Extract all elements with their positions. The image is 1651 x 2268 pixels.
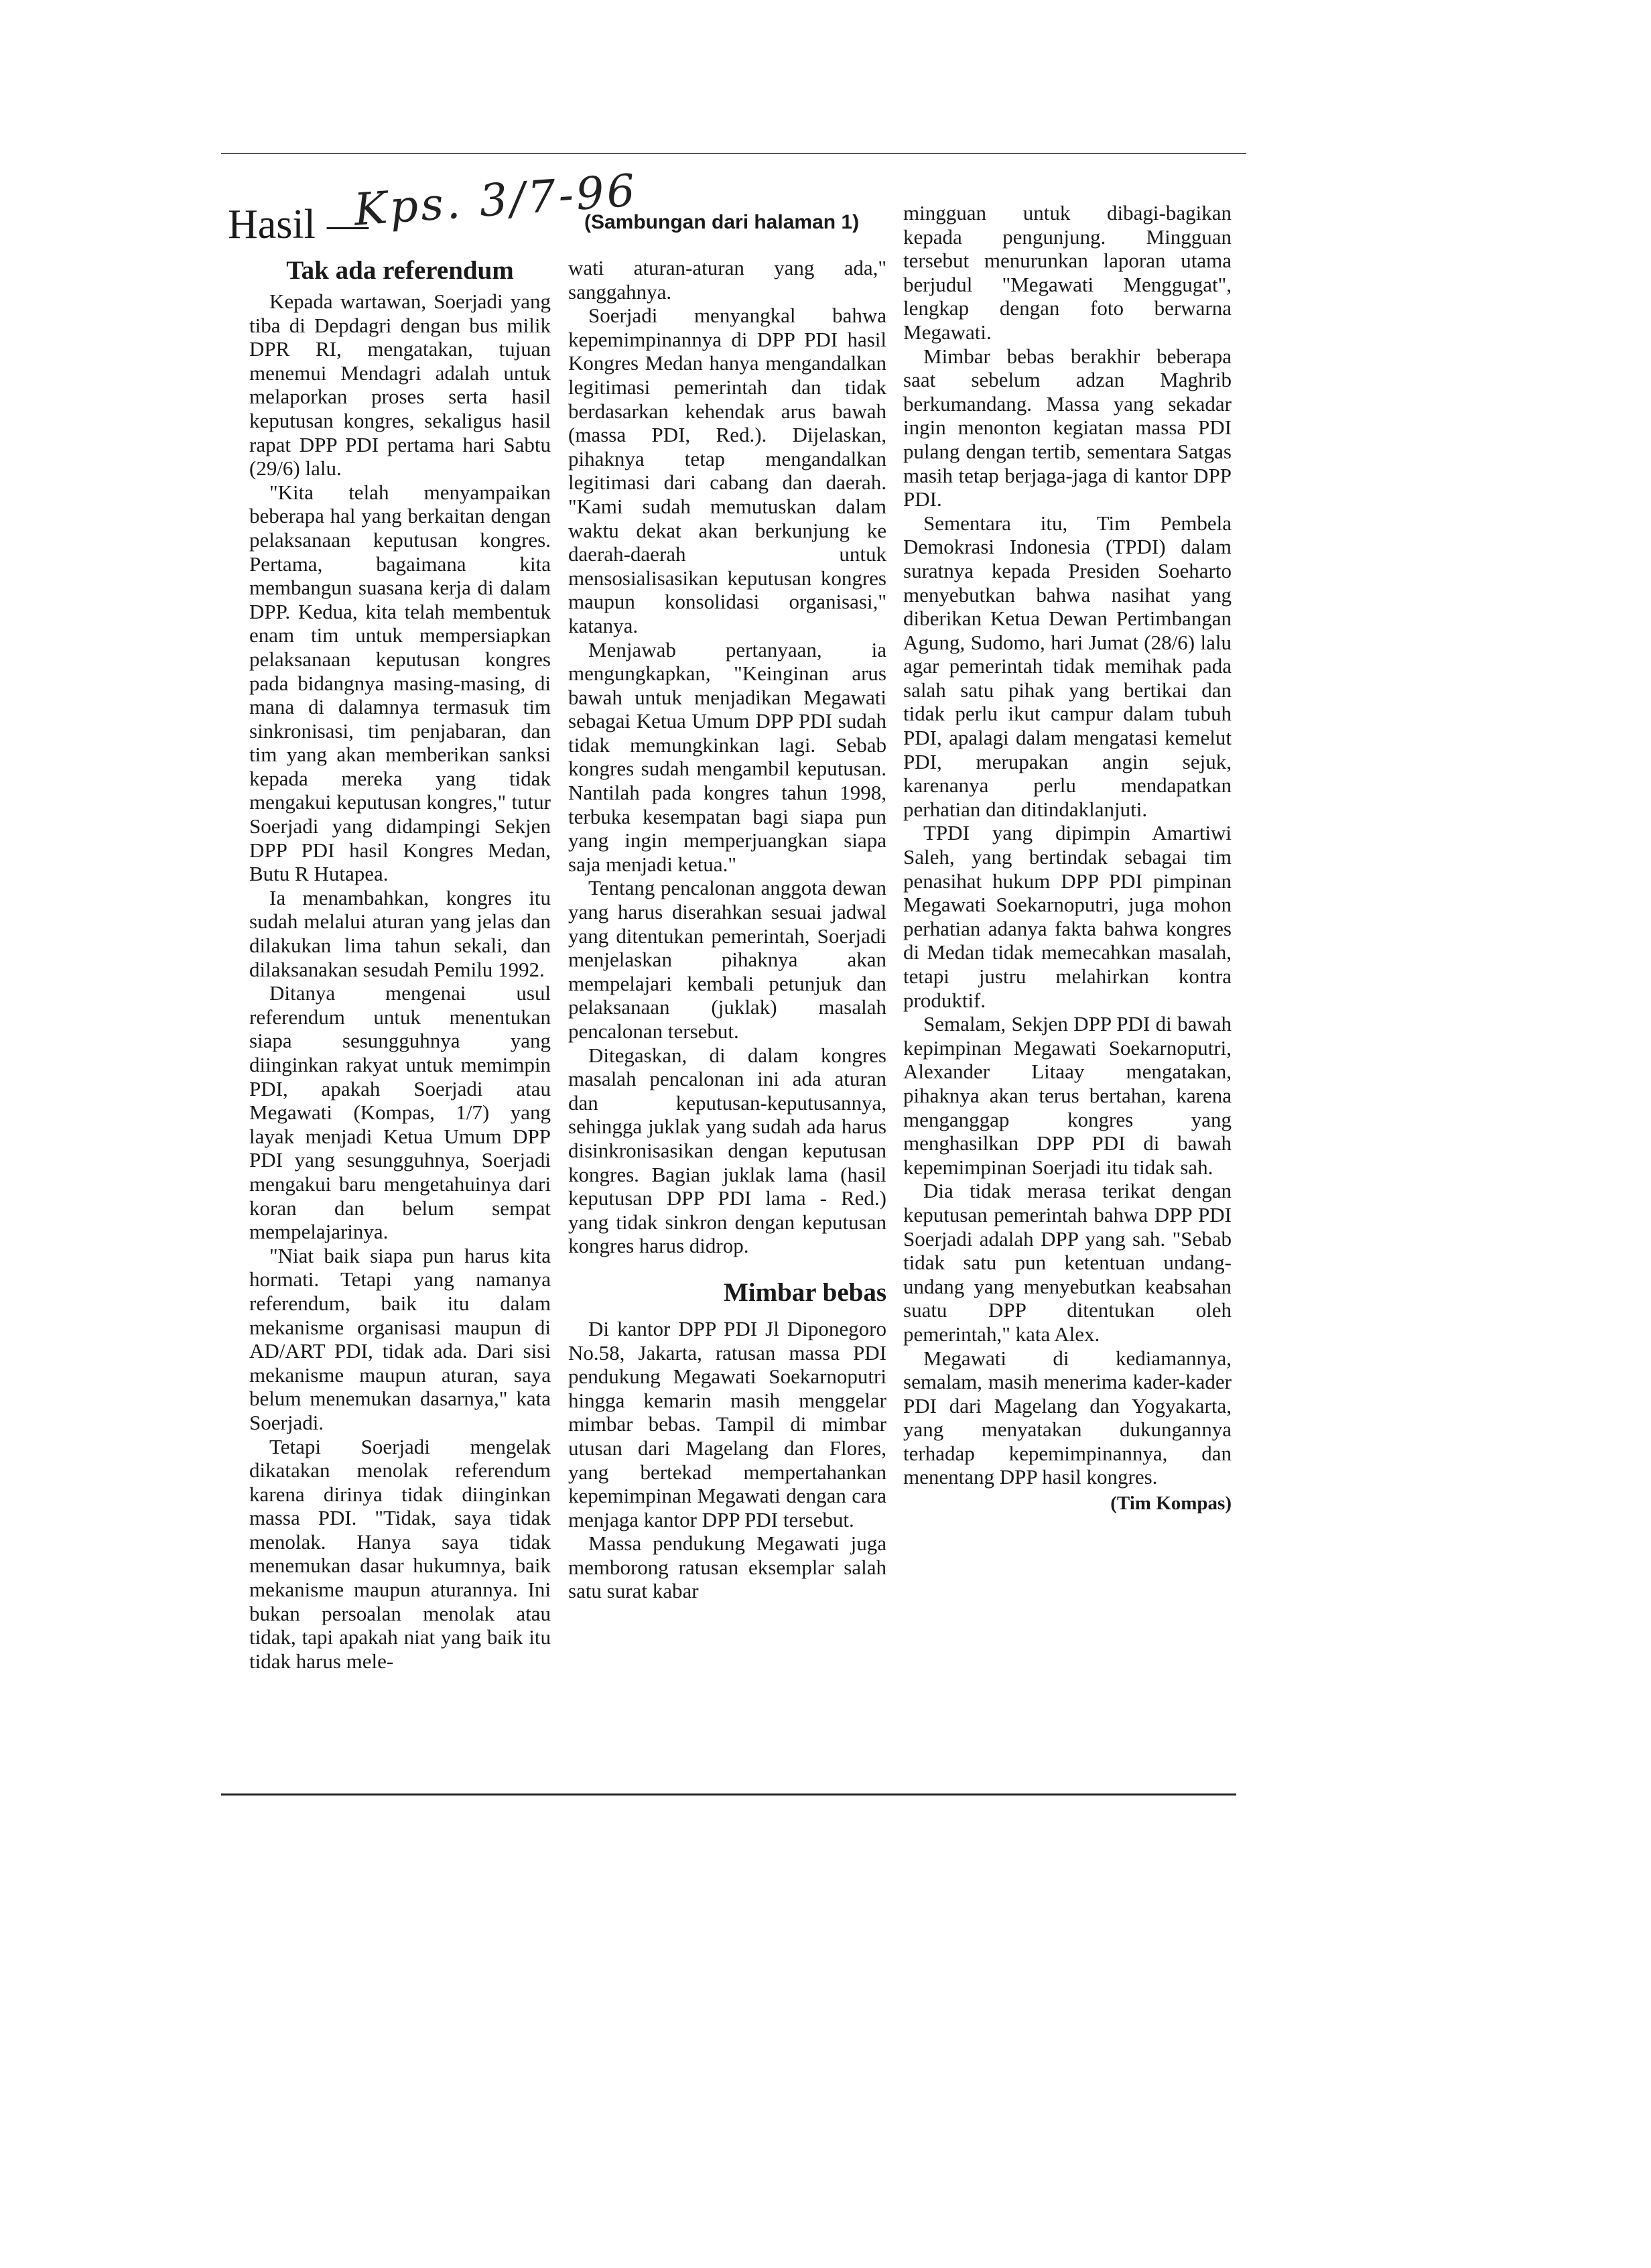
paragraph: TPDI yang dipimpin Amartiwi Saleh, yang bertindak sebagai tim penasihat hukum DPP PDI pimpinan Megawati Soekarnoputri, juga mohon perhatian adanya fakta bahwa kongres di Medan tidak memecahkan masalah, tetapi justru melahirkan kontra produktif. xyxy=(903,821,1232,1012)
paragraph: Tetapi Soerjadi mengelak dikatakan menolak referendum karena dirinya tidak diinginkan massa PDI. "Tidak, saya tidak menolak. Hanya saya tidak menemukan dasar hukumnya, baik mekanisme maupun aturannya. Ini bukan persoalan menolak atau tidak, tapi apakah niat yang baik itu tidak harus mele- xyxy=(249,1434,551,1673)
paragraph: Tentang pencalonan anggota dewan yang harus diserahkan sesuai jadwal yang ditentukan pemerintah, Soerjadi menjelaskan pihaknya akan mempelajari kembali petunjuk dan pelaksanaan (juklak) masalah pencalonan tersebut. xyxy=(568,876,886,1043)
paragraph: Semalam, Sekjen DPP PDI di bawah kepimpinan Megawati Soekarnoputri, Alexander Litaay mengatakan, pihaknya akan terus bertahan, karena menganggap kongres yang menghasilkan DPP PDI di bawah kepemimpinan Soerjadi itu tidak sah. xyxy=(903,1012,1232,1179)
paragraph: Menjawab pertanyaan, ia mengungkapkan, "Keinginan arus bawah untuk menjadikan Megawati sebagai Ketua Umum DPP PDI sudah tidak memungkinkan lagi. Sebab kongres sudah mengambil keputusan. Nantilah pada kongres tahun 1998, terbuka kesempatan bagi siapa pun yang ingin memperjuangkan siapa saja menjadi ketua." xyxy=(568,637,886,876)
paragraph: "Niat baik siapa pun harus kita hormati. Tetapi yang namanya referendum, baik itu dalam mekanisme organisasi maupun di AD/ART PDI, tidak ada. Dari sisi mekanisme maupun aturan, saya belum menemukan dasarnya," kata Soerjadi. xyxy=(249,1243,551,1434)
column-3 xyxy=(903,201,1232,1516)
paragraph: Ditegaskan, di dalam kongres masalah pencalonan ini ada aturan dan keputusan-keputusannya, sehingga juklak yang sudah ada harus disinkronisasikan dengan keputusan kongres. Bagian juklak lama (hasil keputusan DPP PDI lama - Red.) yang tidak sinkron dengan keputusan kongres harus didrop. xyxy=(568,1043,886,1258)
byline-credit: (Tim Kompas) xyxy=(1110,1493,1232,1515)
top-rule xyxy=(221,153,1246,154)
paragraph: Mimbar bebas berakhir beberapa saat sebelum adzan Maghrib berkumandang. Massa yang sekadar ingin menonton kegiatan massa PDI pulang dengan tertib, sementara Satgas masih tetap berjaga-jaga di kantor DPP PDI. xyxy=(903,344,1232,511)
paragraph: Kepada wartawan, Soerjadi yang tiba di Depdagri dengan bus milik DPR RI, mengatakan, tujuan menemui Mendagri adalah untuk melaporkan proses serta hasil keputusan kongres, sekaligus hasil rapat DPP PDI pertama hari Sabtu (29/6) lalu. xyxy=(249,290,551,481)
paragraph: Ditanya mengenai usul referendum untuk menentukan siapa sesungguhnya yang diinginkan rakyat untuk memimpin PDI, apakah Soerjadi atau Megawati (Kompas, 1/7) yang layak menjadi Ketua Umum DPP PDI yang sesungguhnya, Soerjadi mengakui baru mengetahuinya dari koran dan belum sempat mempelajarinya. xyxy=(249,981,551,1244)
column-2 xyxy=(568,256,886,1603)
paragraph: "Kita telah menyampaikan beberapa hal yang berkaitan dengan pelaksanaan keputusan kongres. Pertama, bagaimana kita membangun suasana kerja di dalam DPP. Kedua, kita telah membentuk enam tim untuk mempersiapkan pelaksanaan keputusan kongres pada bidangnya masing-masing, di mana di dalamnya termasuk tim sinkronisasi, tim penjabaran, dan tim yang akan memberikan sanksi kepada mereka yang tidak mengakui keputusan kongres," tutur Soerjadi yang didampingi Sekjen DPP PDI hasil Kongres Medan, Butu R Hutapea. xyxy=(249,480,551,886)
bottom-rule xyxy=(221,1793,1236,1796)
paragraph: wati aturan-aturan yang ada," sanggahnya. xyxy=(568,256,886,304)
paragraph: Di kantor DPP PDI Jl Diponegoro No.58, Jakarta, ratusan massa PDI pendukung Megawati Soekarnoputri hingga kemarin masih menggelar mimbar bebas. Tampil di mimbar utusan dari Magelang dan Flores, yang bertekad mempertahankan kepemimpinan Megawati dengan cara menjaga kantor DPP PDI tersebut. xyxy=(568,1316,886,1531)
subhead-tak-ada-referendum: Tak ada referendum xyxy=(286,256,514,285)
paragraph: Dia tidak merasa terikat dengan keputusan pemerintah bahwa DPP PDI Soerjadi adalah DPP yang sah. "Sebab tidak satu pun ketentuan undang-undang yang menyebutkan keabsahan suatu DPP ditentukan oleh pemerintah," kata Alex. xyxy=(903,1179,1232,1346)
subhead-mimbar-bebas: Mimbar bebas xyxy=(723,1277,886,1307)
article-title: Hasil xyxy=(228,202,316,247)
paragraph: Massa pendukung Megawati juga memborong ratusan eksemplar salah satu surat kabar xyxy=(568,1531,886,1603)
paragraph: Sementara itu, Tim Pembela Demokrasi Indonesia (TPDI) dalam suratnya kepada Presiden Soeharto menyebutkan bahwa nasihat yang diberikan Ketua Dewan Pertimbangan Agung, Sudomo, hari Jumat (28/6) lalu agar pemerintah tidak memihak pada salah satu pihak yang bertikai dan tidak perlu ikut campur dalam tubuh PDI, apalagi dalam mengatasi kemelut PDI, merupakan angin sejuk, karenanya perlu mendapatkan perhatian dan ditindaklanjuti. xyxy=(903,511,1232,821)
column-1 xyxy=(249,256,551,1673)
paragraph: Ia menambahkan, kongres itu sudah melalui aturan yang jelas dan dilakukan lima tahun sekali, dan dilaksanakan sesudah Pemilu 1992. xyxy=(249,885,551,981)
paragraph: Megawati di kediamannya, semalam, masih menerima kader-kader PDI dari Magelang dan Yogyakarta, yang menyatakan dukungannya terhadap kepemimpinannya, dan menentang DPP hasil kongres. xyxy=(903,1346,1232,1489)
paragraph: Soerjadi menyangkal bahwa kepemimpinannya di DPP PDI hasil Kongres Medan hanya mengandalkan legitimasi pemerintah dan tidak berdasarkan kehendak arus bawah (massa PDI, Red.). Dijelaskan, pihaknya tetap mengandalkan legitimasi dari cabang dan daerah. "Kami sudah memutuskan dalam waktu dekat akan berkunjung ke daerah-daerah untuk mensosialisasikan keputusan kongres maupun konsolidasi organisasi," katanya. xyxy=(568,304,886,637)
title-dash: — xyxy=(327,202,369,247)
paragraph: mingguan untuk dibagi-bagikan kepada pengunjung. Mingguan tersebut menurunkan laporan utama berjudul "Megawati Menggugat", lengkap dengan foto berwarna Megawati. xyxy=(903,201,1232,344)
handwritten-note: Kps. 3/7-96 xyxy=(352,164,640,236)
continuation-note: (Sambungan dari halaman 1) xyxy=(584,211,860,233)
